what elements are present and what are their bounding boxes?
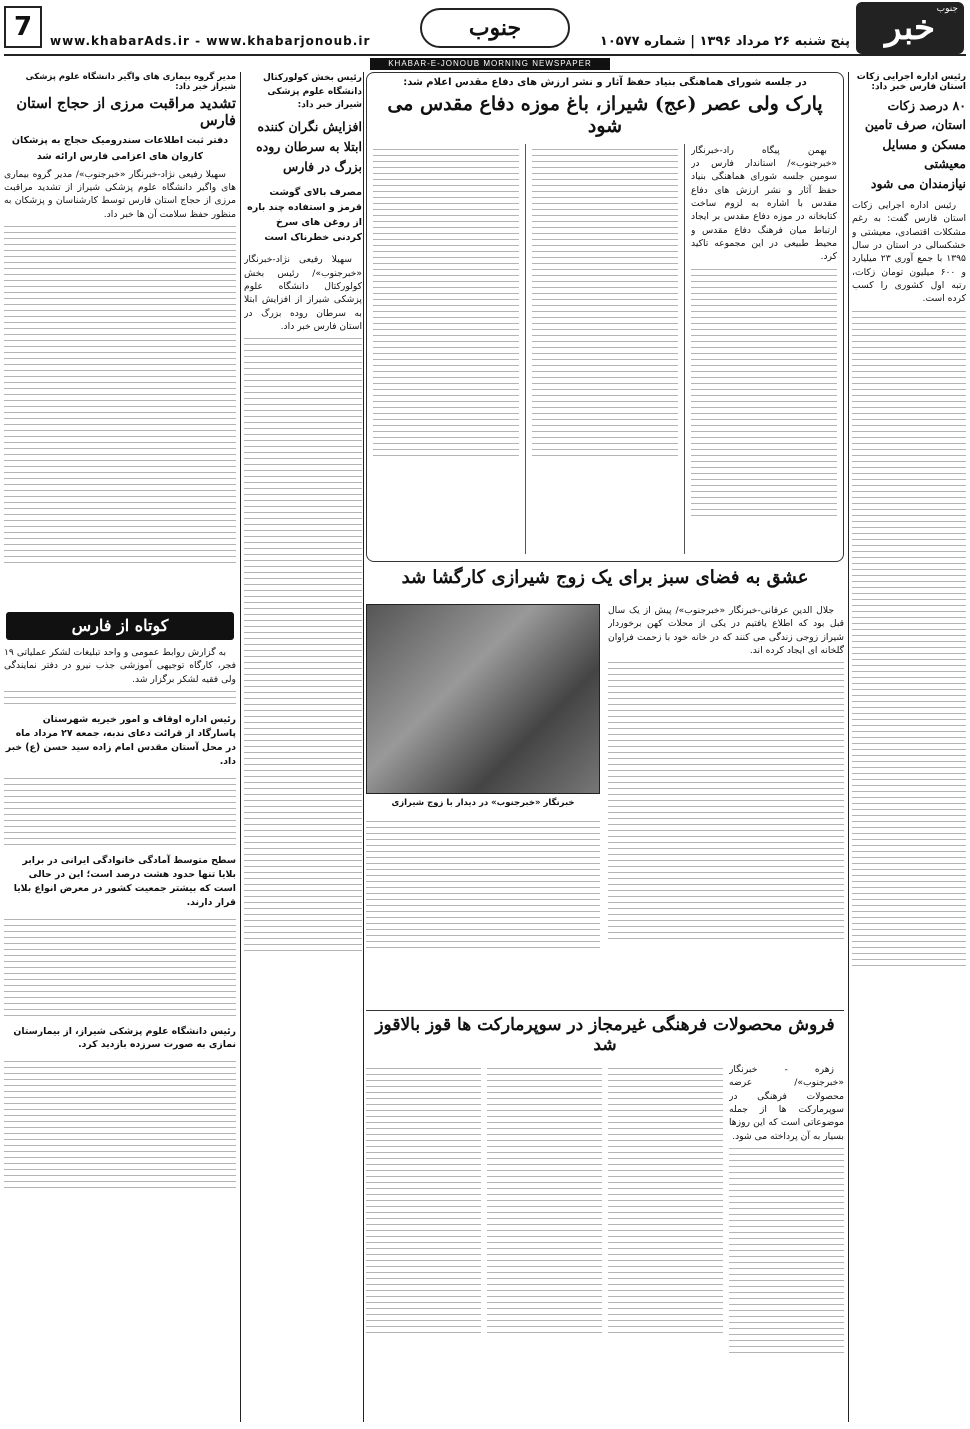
- section-title: جنوب: [420, 8, 570, 48]
- green-space-story: [366, 568, 844, 1008]
- header-rule: [4, 54, 966, 56]
- website-urls: www.khabarAds.ir - www.khabarjonoub.ir: [50, 34, 371, 48]
- park-body-text: [373, 149, 519, 456]
- hajj-story: [4, 72, 236, 607]
- newspaper-logo: [856, 2, 964, 54]
- logo-sub: جنوب: [936, 4, 958, 14]
- zakat-headline-line: ۸۰ درصد زکات: [887, 98, 966, 113]
- zakat-headline-line: مسکن و مسایل معیشتی: [882, 136, 966, 172]
- short-news-list: [4, 646, 236, 1422]
- column-divider: [240, 72, 241, 1422]
- short-news-item: رئیس اداره اوقاف و امور خیریه شهرستان پاسارگاد از قرائت دعای ندبه، جمعه ۲۷ مرداد ماه در محل آستان مقدس امام زاده سید حسن (ع) خبر داد.: [5, 714, 236, 767]
- zakat-headline-line: استان، صرف تامین: [864, 117, 966, 133]
- green-body-text: [608, 662, 844, 939]
- park-body-text: [691, 269, 837, 516]
- green-headline: عشق به فضای سبز برای یک زوج شیرازی کارگشا شد: [401, 567, 809, 588]
- park-lead: بهمن پیگاه راد-خبرنگار «خبرجنوب»/ استاندار فارس در سومین جلسه شورای هماهنگی بنیاد حفظ آثار و نشر ارزش های دفاع مقدس با اشاره به لزوم ساخت کتابخانه در موزه دفاع مقدس بر ایجاد ارتباط میان فرهنگ دفاع مقدس و محیط طبیعی در این مجموعه تاکید کرد.: [691, 144, 837, 263]
- cancer-story: [244, 72, 362, 1422]
- short-news-item: رئیس دانشگاه علوم پزشکی شیراز، از بیمارستان نمازی به صورت سرزده بازدید کرد.: [13, 1025, 236, 1051]
- couple-photo: [366, 604, 600, 794]
- hajj-subheadline: دفتر ثبت اطلاعات سندرومیک حجاج به پزشکان کاروان های اعزامی فارس ارائه شد: [11, 135, 229, 162]
- hajj-lead: سهیلا رفیعی نژاد-خبرنگار «خبرجنوب»/ مدیر گروه بیماری های واگیر دانشگاه علوم پزشکی شیراز از تشدید مراقبت مرزی از حجاج استان فارس توسط کارشناسان و پزشکان به منظور حفظ سلامت آن ها خبر داد.: [4, 168, 236, 220]
- park-kicker: در جلسه شورای هماهنگی بنیاد حفظ آثار و نشر ارزش های دفاع مقدس اعلام شد:: [403, 77, 807, 88]
- products-body-text: [366, 1068, 481, 1333]
- green-lead: جلال الدین عرفانی-خبرنگار «خبرجنوب»/ پیش از یک سال قبل بود که اطلاع یافتیم در یکی از محلات کهن برخوردار شیراز زوجی زندگی می کنند که در خانه خود با زحمت فراوان گلخانه ای ایجاد کرده اند.: [608, 605, 844, 657]
- column-divider: [363, 72, 364, 1422]
- cancer-body-text: [244, 338, 362, 951]
- hajj-kicker: مدیر گروه بیماری های واگیر دانشگاه علوم پزشکی شیراز خبر داد:: [25, 72, 236, 92]
- zakat-story: [852, 72, 966, 1422]
- short-news-body: [4, 919, 236, 1016]
- ribbon-text: KHABAR-E-JONOUB MORNING NEWSPAPER: [370, 58, 610, 70]
- photo-caption: خبرنگار «خبرجنوب» در دیدار با زوج شیرازی: [391, 798, 575, 808]
- hajj-body-text: [4, 226, 236, 563]
- column-divider: [848, 72, 849, 1422]
- cancer-kicker: رئیس بخش کولورکتال دانشگاه علوم پزشکی شیراز خبر داد:: [263, 73, 362, 110]
- zakat-headline-line: نیازمندان می شود: [870, 175, 966, 191]
- products-story: [366, 1016, 844, 1422]
- short-news-body: [4, 778, 236, 845]
- products-headline: فروش محصولات فرهنگی غیرمجاز در سوپرمارکت ها قوز بالاقوز شد: [375, 1015, 835, 1055]
- products-body-text: [487, 1068, 602, 1333]
- zakat-lead: رئیس اداره اجرایی زکات استان فارس گفت: به رغم مشکلات اقتصادی، معیشتی و خشکسالی در استان در سال ۱۳۹۵ با جمع آوری ۲۳ میلیارد و ۶۰۰ میلیون تومان زکات، رتبه اول کشوری را کسب کرده است.: [852, 199, 966, 305]
- masthead: [0, 0, 970, 56]
- park-body-text: [532, 149, 678, 456]
- park-story: [366, 72, 844, 562]
- products-body-text: [729, 1148, 844, 1353]
- cancer-headline: افزایش نگران کننده ابتلا به سرطان روده بزرگ در فارس: [256, 118, 362, 174]
- zakat-kicker: رئیس اداره اجرایی زکات استان فارس خبر داد:: [856, 72, 966, 92]
- short-news-body: [4, 691, 236, 704]
- cancer-subheadline: مصرف بالای گوشت قرمز و استفاده چند باره از روغن های سرخ کردنی خطرناک است: [247, 186, 362, 244]
- page-number: 7: [4, 6, 42, 48]
- short-news-item: به گزارش روابط عمومی و واحد تبلیغات لشکر عملیاتی ۱۹ فجر، کارگاه توجیهی آموزشی جذب نیرو در دفتر نمایندگی ولی فقیه لشکر برگزار شد.: [4, 647, 236, 685]
- short-news-body: [4, 1061, 236, 1188]
- products-lead: زهره - خبرنگار «خبرجنوب»/ عرضه محصولات فرهنگی در سوپرمارکت ها از جمله موضوعاتی است که این روزها بسیار به آن پرداخته می شود.: [729, 1064, 844, 1142]
- green-body-text: [366, 821, 600, 948]
- short-news-item: سطح متوسط آمادگی خانوادگی ایرانی در برابر بلایا تنها حدود هشت درصد است؛ این در حالی است که بیشتر جمعیت کشور در معرض انواع بلایا قرار دارند.: [13, 854, 236, 908]
- short-news-banner: کوتاه از فارس: [6, 612, 234, 640]
- cancer-lead: سهیلا رفیعی نژاد-خبرنگار «خبرجنوب»/ رئیس بخش کولورکتال دانشگاه علوم پزشکی شیراز از افزایش ابتلا به سرطان روده بزرگ در استان فارس خبر داد.: [244, 254, 362, 332]
- products-body-text: [608, 1068, 723, 1333]
- logo-text: خبر: [884, 8, 936, 48]
- issue-date: پنج شنبه ۲۶ مرداد ۱۳۹۶ | شماره ۱۰۵۷۷: [599, 34, 850, 49]
- park-headline: پارک ولی عصر (عج) شیراز، باغ موزه دفاع مقدس می شود: [387, 93, 823, 137]
- zakat-body-text: [852, 311, 966, 966]
- section-rule: [366, 1010, 844, 1011]
- hajj-headline: تشدید مراقبت مرزی از حجاج استان فارس: [16, 95, 236, 129]
